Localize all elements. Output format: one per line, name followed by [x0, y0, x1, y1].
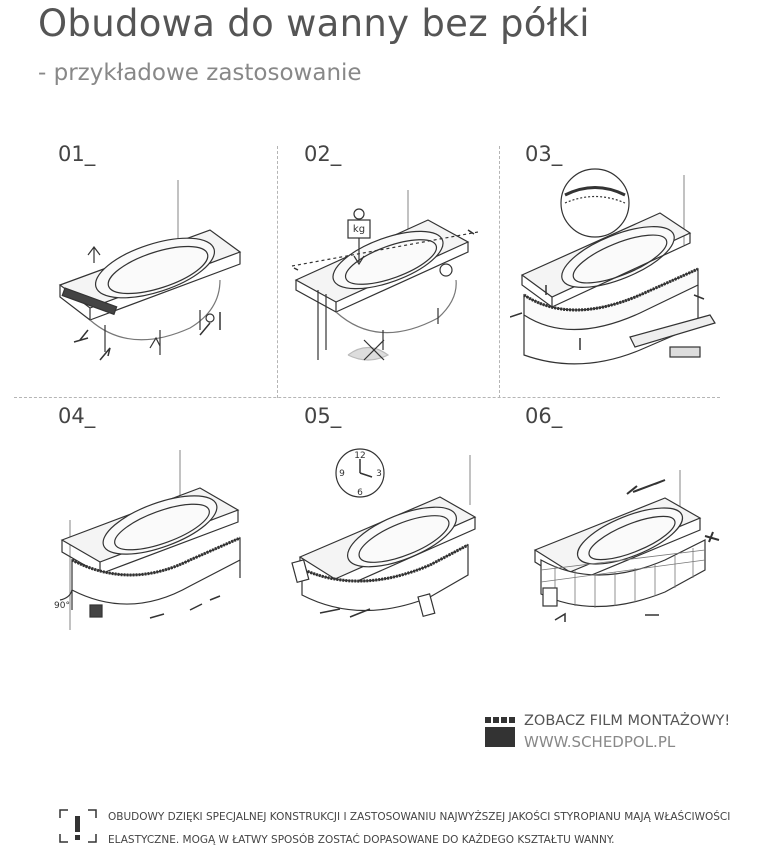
film-clapperboard-icon — [484, 715, 516, 749]
weight-label: kg — [352, 224, 366, 235]
clock-number-12: 12 — [354, 451, 366, 461]
step-01-illustration — [50, 180, 270, 380]
step-03-illustration — [510, 165, 720, 380]
step-number-04: 04_ — [58, 404, 96, 428]
step-number-01: 01_ — [58, 142, 96, 166]
info-notice — [58, 806, 758, 848]
step-number-02: 02_ — [304, 142, 342, 166]
step-number-03: 03_ — [525, 142, 563, 166]
notice-line-2: ELASTYCZNE. MOGĄ W ŁATWY SPOSÓB ZOSTAĆ DOPASOWANE DO KAŻDEGO KSZTAŁTU WANNY. — [108, 834, 615, 846]
angle-label: 90° — [54, 601, 70, 611]
step-number-06: 06_ — [525, 404, 563, 428]
divider-vertical — [499, 146, 500, 398]
step-05-illustration — [290, 445, 490, 635]
clock-number-6: 6 — [357, 488, 363, 498]
clock-number-3: 3 — [376, 469, 382, 479]
step-06-illustration — [515, 470, 725, 635]
watch-film-label: ZOBACZ FILM MONTAŻOWY! — [524, 713, 731, 729]
clock-number-9: 9 — [339, 469, 345, 479]
page-title: Obudowa do wanny bez półki — [38, 2, 590, 45]
exclamation-icon — [58, 808, 98, 844]
step-02-illustration — [288, 190, 488, 380]
step-04-illustration — [50, 450, 270, 640]
divider-vertical — [277, 146, 278, 398]
page-subtitle: - przykładowe zastosowanie — [38, 60, 362, 86]
step-number-05: 05_ — [304, 404, 342, 428]
website-link[interactable]: WWW.SCHEDPOL.PL — [524, 733, 676, 751]
divider-horizontal — [14, 397, 720, 398]
notice-line-1: OBUDOWY DZIĘKI SPECJALNEJ KONSTRUKCJI I ZASTOSOWANIU NAJWYŻSZEJ JAKOŚCI STYROPIANU MAJĄ WŁAŚCIWOŚCI — [108, 811, 731, 823]
